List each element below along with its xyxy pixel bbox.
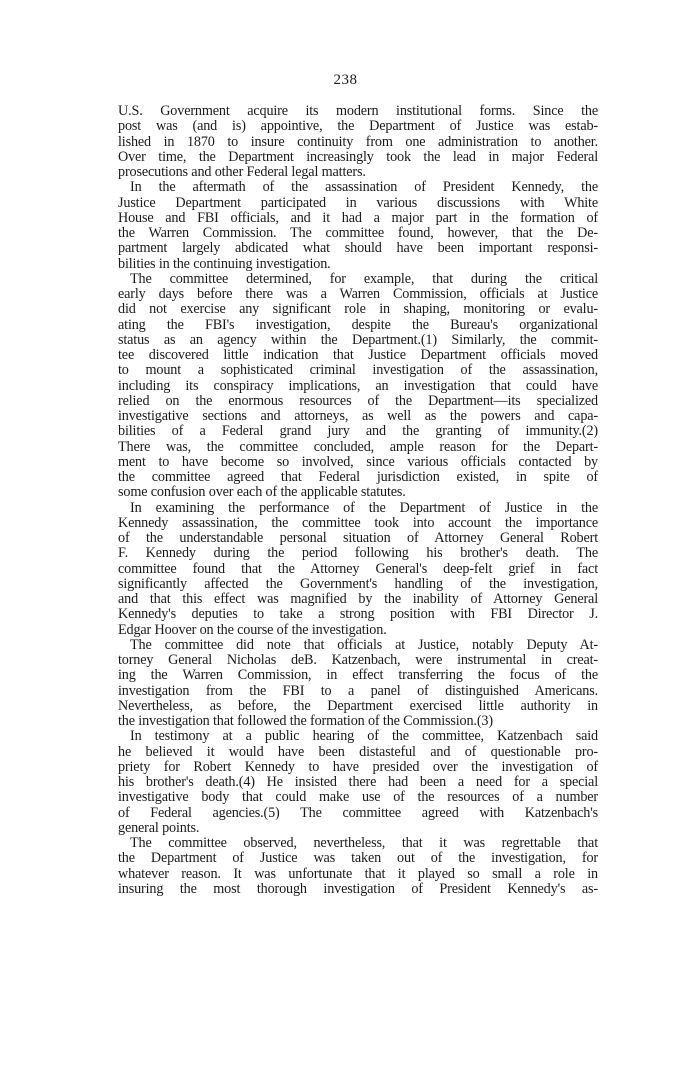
text-line: ment to have become so involved, since various officials contacted by: [118, 453, 598, 470]
text-line: ating the FBI's investigation, despite the Bureau's organizational: [118, 316, 598, 333]
text-line: general points.: [118, 819, 200, 836]
text-line: investigation from the FBI to a panel of distinguished Americans.: [118, 682, 598, 699]
text-line: The committee did note that officials at Justice, notably Deputy At-: [130, 636, 598, 653]
text-line: torney General Nicholas deB. Katzenbach, were instrumental in creat-: [118, 652, 598, 668]
text-line: In examining the performance of the Department of Justice in the: [130, 499, 598, 516]
text-line: Over time, the Department increasingly took the lead in major Federal: [118, 148, 598, 165]
text-line: status as an agency within the Department.(1) Similarly, the commit-: [118, 331, 598, 348]
text-line: investigative sections and attorneys, as well as the powers and capa-: [118, 408, 598, 424]
text-line: bilities of a Federal grand jury and the granting of immunity.(2): [118, 423, 598, 440]
text-line: priety for Robert Kennedy to have presided over the investigation of: [118, 758, 598, 775]
text-line: The committee observed, nevertheless, that it was regrettable that: [130, 835, 598, 851]
text-line: House and FBI officials, and it had a major part in the formation of: [118, 209, 598, 226]
text-line: some confusion over each of the applicable statutes.: [118, 484, 406, 501]
text-line: insuring the most thorough investigation of President Kennedy's as-: [118, 880, 598, 897]
text-line: of Federal agencies.(5) The committee agreed with Katzenbach's: [118, 804, 598, 821]
text-line: In the aftermath of the assassination of President Kennedy, the: [130, 179, 598, 196]
text-line: he believed it would have been distasteful and of questionable pro-: [118, 743, 598, 760]
text-line: Edgar Hoover on the course of the investigation.: [118, 621, 387, 638]
text-line: U.S. Government acquire its modern institutional forms. Since the: [118, 103, 598, 119]
text-line: whatever reason. It was unfortunate that it played so small a role in: [118, 865, 598, 882]
page-number: 238: [333, 72, 358, 88]
text-line: his brother's death.(4) He insisted there had been a need for a special: [118, 774, 598, 790]
body-text: [118, 104, 598, 897]
text-line: the Warren Commission. The committee found, however, that the De-: [118, 225, 598, 241]
text-line: relied on the enormous resources of the Department—its specialized: [118, 392, 598, 409]
text-line: post was (and is) appointive, the Department of Justice was estab-: [118, 118, 598, 135]
text-line: early days before there was a Warren Commission, officials at Justice: [118, 286, 598, 302]
text-line: tee discovered little indication that Justice Department officials moved: [118, 347, 598, 363]
text-line: significantly affected the Government's handling of the investigation,: [118, 575, 598, 592]
text-line: and that this effect was magnified by the inability of Attorney General: [118, 591, 598, 607]
text-line: the committee agreed that Federal jurisdiction existed, in spite of: [118, 469, 598, 485]
text-line: partment largely abdicated what should have been important responsi-: [118, 240, 598, 257]
text-line: investigative body that could make use of the resources of a number: [118, 789, 598, 806]
text-line: Justice Department participated in various discussions with White: [118, 194, 598, 211]
text-line: committee found that the Attorney General's deep-felt grief in fact: [118, 560, 598, 577]
text-line: of the understandable personal situation of Attorney General Robert: [118, 530, 598, 546]
text-line: In testimony at a public hearing of the committee, Katzenbach said: [130, 728, 598, 745]
text-line: There was, the committee concluded, ample reason for the Depart-: [118, 438, 598, 455]
text-line: Nevertheless, as before, the Department exercised little authority in: [118, 697, 598, 714]
text-line: F. Kennedy during the period following his brother's death. The: [118, 545, 598, 562]
text-line: prosecutions and other Federal legal matters.: [118, 164, 366, 180]
text-line: Kennedy assassination, the committee took into account the importance: [118, 514, 598, 531]
text-line: did not exercise any significant role in shaping, monitoring or evalu-: [118, 301, 598, 318]
text-line: the investigation that followed the formation of the Commission.(3): [118, 713, 493, 729]
text-line: Kennedy's deputies to take a strong position with FBI Director J.: [118, 606, 598, 623]
text-line: lished in 1870 to insure continuity from one administration to another.: [118, 133, 598, 150]
text-line: including its conspiracy implications, an investigation that could have: [118, 377, 598, 394]
text-line: bilities in the continuing investigation.: [118, 255, 331, 272]
text-line: The committee determined, for example, that during the critical: [130, 270, 598, 287]
text-line: to mount a sophisticated criminal investigation of the assassination,: [118, 362, 598, 379]
text-line: ing the Warren Commission, in effect transferring the focus of the: [118, 667, 598, 684]
text-line: the Department of Justice was taken out of the investigation, for: [118, 850, 598, 867]
